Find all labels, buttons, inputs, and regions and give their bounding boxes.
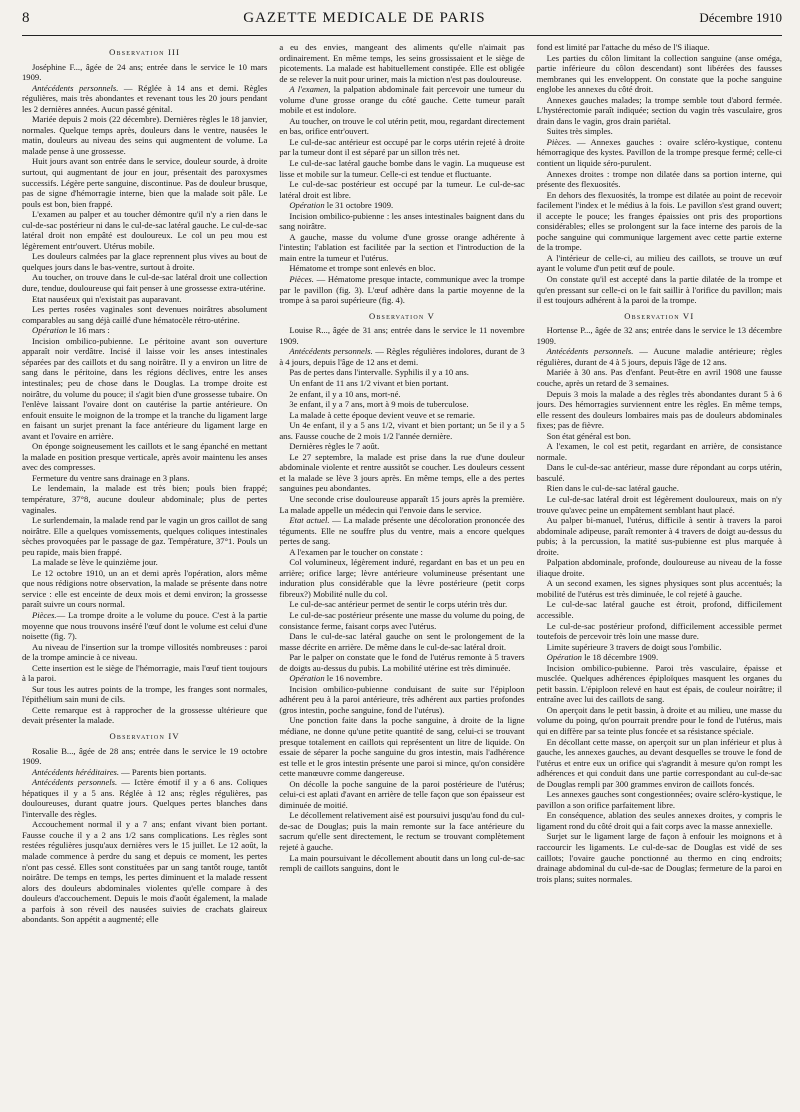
paragraph <box>279 399 524 410</box>
paragraph <box>279 232 524 264</box>
paragraph <box>22 777 267 819</box>
paragraph-text: A l'examen, le col est petit, regardant en arrière, de consistance normale. <box>536 441 782 462</box>
paragraph <box>279 200 524 211</box>
paragraph <box>279 452 524 494</box>
paragraph <box>537 663 782 705</box>
paragraph <box>537 515 782 557</box>
paragraph <box>22 515 267 557</box>
paragraph-label: Antécédents personnels. <box>546 346 634 357</box>
paragraph-text: La malade se lève le quinzième jour. <box>32 557 158 568</box>
paragraph-text: — Ictère émotif il y a 6 ans. Coliques hépatiques il y a 5 ans. Réglée à 12 ans; règles régulières, pas douloureuses, durant quatre jours. Quelques pertes blanches dans l'intervalle des règles. <box>22 777 268 819</box>
paragraph-text: On éponge soigneusement les caillots et le sang épanché en mettant la malade en position presque verticale, après avoir maintenu les anses avec des compresses. <box>22 441 268 473</box>
paragraph-label: Opération <box>32 325 68 336</box>
paragraph-text: Etat nauséeux qui n'existait pas auparavant. <box>32 293 182 304</box>
paragraph-text: le 31 octobre 1909. <box>324 200 394 211</box>
journal-title: GAZETTE MEDICALE DE PARIS <box>243 10 486 26</box>
paragraph <box>279 547 524 558</box>
paragraph-text: Le cul-de-sac postérieur profond, difficilement accessible permet toutefois de percevoir très loin une masse dure. <box>536 620 782 642</box>
paragraph-text: Les pertes rosées vaginales sont devenues noirâtres absolument comparables au sang déjà caillé d'une hématocèle rétro-utérine. <box>22 304 268 325</box>
paragraph <box>22 746 267 767</box>
paragraph-text: Limite supérieure 3 travers de doigt sous l'ombilic. <box>546 641 722 652</box>
paragraph <box>22 663 267 684</box>
paragraph <box>279 211 524 232</box>
paragraph-text: Le 27 septembre, la malade est prise dans la rue d'une douleur abdominale violente et rentre aussitôt se coucher. Les douleurs cessent et la malade se lève 3 jours après. En même temps, elle a des pertes sanguines peu abondantes. <box>279 451 525 494</box>
paragraph-text: le 16 mars : <box>67 325 110 336</box>
paragraph <box>279 116 524 137</box>
paragraph-text: Col volumineux, légèrement induré, regardant en bas et un peu en arrière; orifice large; lèvre antérieure volumineuse présentant une induration plus considérable que la lèvre postérieure (petit corps fibreux?) Mobilité nulle du col. <box>279 557 525 599</box>
paragraph-text: La main poursuivant le décollement aboutit dans un long cul-de-sac rempli de caillots sanguins, dont le <box>279 852 525 874</box>
paragraph <box>22 294 267 305</box>
paragraph <box>279 274 524 306</box>
paragraph-text: Le cul-de-sac latéral gauche est étroit, profond, difficilement accessible. <box>536 599 782 620</box>
paragraph <box>279 346 524 367</box>
paragraph-text: Mariée à 30 ans. Pas d'enfant. Peut-être en avril 1908 une fausse couche, après un retard de 3 semaines. <box>536 367 782 388</box>
paragraph-label: Pièces. <box>32 609 57 620</box>
issue-date: Décembre 1910 <box>699 10 782 25</box>
paragraph-text: A l'intérieur de celle-ci, au milieu des caillots, se trouve un œuf ayant le volume d'un petit œuf de poule. <box>536 252 782 274</box>
paragraph <box>22 325 267 336</box>
paragraph <box>22 568 267 610</box>
paragraph <box>537 274 782 306</box>
paragraph-text: Fermeture du ventre sans drainage en 3 plans. <box>32 472 190 483</box>
paragraph <box>537 95 782 127</box>
paragraph-text: — Réglée à 14 ans et demi. Règles régulières, mais très abondantes et revenant tous les 20 jours pendant les 2 dernières années. Aucun passé génital. <box>22 82 268 114</box>
paragraph <box>279 325 524 346</box>
paragraph <box>279 263 524 274</box>
paragraph-text: Un enfant de 11 ans 1/2 vivant et bien portant. <box>289 377 449 388</box>
paragraph <box>537 557 782 578</box>
paragraph-text: En décollant cette masse, on aperçoit sur un plan inférieur et plus à gauche, les annexes gauches, au devant desquelles se trouve le fond de l'utérus et entre eux un orifice qui s'agrandit à mesure qu'on rompt les adhérences et qui conduit dans une partie correspondant au cul-de-sac de Douglas rempli par 300 grammes environ de caillots foncés. <box>536 736 782 789</box>
paragraph <box>22 819 267 924</box>
paragraph-text: 2e enfant, il y a 10 ans, mort-né. <box>289 388 401 399</box>
observation-heading: Observation III <box>109 47 181 57</box>
paragraph-text: la palpation abdominale fait percevoir une tumeur du volume d'une grosse orange du côté gauche. Cette tumeur paraît mobile et est indolore. <box>279 84 525 116</box>
paragraph-text: Annexes droites : trompe non dilatée dans sa portion interne, qui présente des flexuosités. <box>536 168 782 190</box>
paragraph-text: — Aucune maladie antérieure; règles régulières, durant de 4 à 5 jours, depuis l'âge de 12 ans. <box>536 346 782 367</box>
paragraph-text: Le 12 octobre 1910, un an et demi après l'opération, alors même que nous rédigions notre observation, la malade se présente dans notre service : elle est enceinte de deux mois et demi environ; la grossesse paraît suivre un cours normal. <box>22 567 268 610</box>
paragraph <box>537 126 782 137</box>
paragraph <box>537 169 782 190</box>
paragraph <box>537 367 782 388</box>
paragraph <box>279 715 524 778</box>
paragraph <box>279 389 524 400</box>
paragraph-label: A l'examen, <box>289 84 331 95</box>
paragraph <box>537 642 782 653</box>
paragraph-text: Le cul-de-sac postérieur est occupé par la tumeur. Le cul-de-sac latéral droit est libre. <box>279 179 525 200</box>
paragraph <box>279 853 524 874</box>
paragraph-text: A gauche, masse du volume d'une grosse orange adhérente à l'intestin; l'ablation est facilitée par la section et l'introduction de la main entre la tumeur et l'utérus. <box>279 231 525 263</box>
paragraph-text: le 18 décembre 1909. <box>581 652 659 663</box>
paragraph <box>22 441 267 473</box>
paragraph-label: Antécédents personnels. <box>32 777 118 788</box>
running-header <box>22 10 782 36</box>
paragraph <box>279 652 524 673</box>
paragraph-text: — Annexes gauches : ovaire scléro-kystique, contenu hémorragique des kystes. Pavillon de la trompe presque fermé; celle-ci contient un liquide séro-purulent. <box>536 136 782 169</box>
paragraph <box>279 610 524 631</box>
paragraph-text: Une seconde crise douloureuse apparaît 15 jours après la première. La malade appelle un médecin qui l'envoie dans le service. <box>279 493 525 515</box>
paragraph-text: Cette insertion est le siège de l'hémorragie, mais l'œuf tient toujours à la paroi. <box>22 662 268 684</box>
paragraph <box>537 483 782 494</box>
paragraph-text: Le cul-de-sac antérieur permet de sentir le corps utérin très dur. <box>289 599 508 610</box>
paragraph-text: Par le palper on constate que le fond de l'utérus remonte à 5 travers de doigts au-dessus du pubis. La mobilité utérine est très diminuée. <box>279 652 525 673</box>
paragraph <box>22 114 267 156</box>
paragraph-text: En conséquence, ablation des seules annexes droites, y compris le ligament rond du côté droit qui a fait corps avec la masse annexielle. <box>536 810 782 831</box>
paragraph-text: L'examen au palper et au toucher démontre qu'il n'y a rien dans le cul-de-sac postérieur ni dans le cul-de-sac latéral gauche. Le cul-de-sac latéral droit non empâté est douloureux. Le col un peu mou est légèrement entr'ouvert. Utérus mobile. <box>22 209 268 251</box>
paragraph-text: Incision ombilico-pubienne. Paroi très vasculaire, épaisse et musclée. Quelques adhérences épiploïques masquent les organes du petit bassin. L'épiploon relevé en haut est épais, de couleur noirâtre; il entraîne avec lui des caillots de sang. <box>536 662 782 705</box>
observation-heading: Observation V <box>368 310 436 321</box>
paragraph <box>537 389 782 431</box>
paragraph-text: Depuis 3 mois la malade a des règles très abondantes durant 5 à 6 jours. Des hémorragies surviennent entre les règles. En même temps, elle ressent des douleurs lombaires mais pas de douleurs abdominales fixes; pas de fièvre. <box>536 388 782 431</box>
paragraph <box>22 272 267 293</box>
paragraph <box>279 515 524 547</box>
paragraph-label: Antécédents héréditaires. <box>32 766 120 777</box>
paragraph-text: Pas de pertes dans l'intervalle. Syphilis il y a 10 ans. <box>289 367 469 378</box>
paragraph-text: Accouchement normal il y a 7 ans; enfant vivant bien portant. Fausse couche il y a 2 ans 1/2 sans complications. Les règles sont restées régulières jusqu'aux dernières vers le 15 juillet. Le 12 août, la malade commence à perdre du sang et depuis ce moment, les pertes n'ont pas cessé. Elles sont constituées par un sang tantôt rouge, tantôt noirâtre. De temps en temps, les pertes diminuent et la malade ressent alors des douleurs abdominales violentes qu'elle compare à des douleurs d'accouchement. Depuis le mois d'août également, la malade a parfois à son réveil des nausées suivies de crachats glaireux abondants. Son appétit a augmenté; elle <box>22 819 268 925</box>
paragraph-text: En dehors des flexuosités, la trompe est dilatée au point de recevoir facilement l'index et le médius à la fois. Le pavillon s'est grand ouvert; il accepte le pouce; les franges épaissies ont pris des proportions considérables; elles se prolongent sur la face interne des parois de la poche sanguine qui communique largement avec cette partie externe de la trompe. <box>536 189 782 253</box>
paragraph <box>279 410 524 421</box>
observation-heading: Observation IV <box>109 731 180 741</box>
paragraph <box>279 631 524 652</box>
paragraph-text: On décolle la poche sanguine de la paroi postérieure de l'utérus; celui-ci est aplati d'avant en arrière de telle façon que son épaisseur est diminuée de moitié. <box>279 778 525 810</box>
paragraph-text: fond est limité par l'attache du méso de l'S iliaque. <box>536 42 710 52</box>
paragraph <box>279 179 524 200</box>
paragraph <box>537 737 782 790</box>
paragraph-text: — Hématome presque intacte, communique avec la trompe par le pavillon (fig. 3). L'œuf adhère dans la partie moyenne de la trompe à sa paroi supérieure (fig. 4). <box>279 274 525 306</box>
paragraph-text: Incision ombilico-pubienne : les anses intestinales baignent dans du sang noirâtre. <box>279 210 525 232</box>
paragraph-text: Au toucher, on trouve le col utérin petit, mou, regardant directement en bas, orifice entr'ouvert. <box>279 115 525 137</box>
paragraph <box>22 336 267 441</box>
paragraph-text: le 16 novembre. <box>324 673 383 684</box>
paragraph <box>279 494 524 515</box>
paragraph-text: Les parties du côlon limitant la collection sanguine (anse oméga, partie inférieure du côlon descendant) sont libérées des fausses membranes qui les enveloppent. On constate que la poche sanguine englobe les annexes du côté droit. <box>536 52 782 95</box>
paragraph <box>279 137 524 158</box>
paragraph-text: Joséphine F..., âgée de 24 ans; entrée dans le service le 10 mars 1909. <box>22 61 268 83</box>
paragraph-label: Opération <box>289 200 325 211</box>
paragraph-text: Dans le cul-de-sac antérieur, masse dure répondant au corps utérin, basculé. <box>536 462 782 483</box>
paragraph-text: Dans le cul-de-sac latéral gauche on sent le prolongement de la masse décrite en arrière. De même dans le cul-de-sac latéral droit. <box>279 631 525 652</box>
paragraph-label: Pièces. <box>546 136 572 147</box>
paragraph-text: Hortense P..., âgée de 32 ans; entrée dans le service le 13 décembre 1909. <box>536 325 782 346</box>
paragraph <box>279 367 524 378</box>
paragraph-text: — La malade présente une décoloration prononcée des téguments. Elle ne souffre plus du ventre, mais a encore quelques pertes de sang. <box>279 515 525 547</box>
paragraph <box>537 494 782 515</box>
paragraph <box>279 420 524 441</box>
column-middle <box>279 42 524 1112</box>
paragraph-label: Antécédents personnels. <box>32 82 119 93</box>
paragraph-text: Rosalie B..., âgée de 28 ans; entrée dans le service le 19 octobre 1909. <box>22 745 268 767</box>
paragraph <box>537 431 782 442</box>
paragraph <box>279 599 524 610</box>
paragraph <box>279 557 524 599</box>
paragraph <box>22 705 267 726</box>
paragraph <box>279 673 524 684</box>
paragraph <box>22 62 267 83</box>
paragraph-text: La malade à cette époque devient veuve et se remarie. <box>289 409 475 420</box>
paragraph <box>537 462 782 483</box>
paragraph-text: Une ponction faite dans la poche sanguine, à droite de la ligne médiane, ne donne qu'une petite quantité de sang, celui-ci se trouvant presque totalement en caillots qui représentent un litre de liquide. On essaie de séparer la poche sanguine du gros intestin, mais l'adhérence est telle et le gros intestin présente une paroi si mince, qu'on considère cette manœuvre comme dangereuse. <box>279 715 525 779</box>
paragraph-text: Au toucher, on trouve dans le cul-de-sac latéral droit une collection dure, tendue, douloureuse qui fait penser à une grossesse extra-utérine. <box>22 272 268 294</box>
paragraph <box>537 789 782 810</box>
paragraph-text: Annexes gauches malades; la trompe semble tout d'abord fermée. L'hystérectomie paraît indiquée; section du vagin très vasculaire, gros drain dans le vagin, gros drain pariétal. <box>536 94 782 126</box>
paragraph-text: Le cul-de-sac antérieur est occupé par le corps utérin rejeté à droite par la tumeur dont il est séparé par un sillon très net. <box>279 136 525 158</box>
paragraph-text: Les douleurs calmées par la glace reprennent plus vives au bout de quelques jours dans le bas-ventre, surtout à droite. <box>22 251 268 272</box>
paragraph-text: Suites très simples. <box>546 126 613 137</box>
paragraph <box>537 578 782 599</box>
paragraph <box>537 325 782 346</box>
paragraph <box>22 304 267 325</box>
paragraph-text: Son état général est bon. <box>546 430 631 441</box>
paragraph-text: 3e enfant, il y a 7 ans, mort à 9 mois de tuberculose. <box>289 399 469 410</box>
paragraph <box>279 84 524 116</box>
paragraph <box>279 684 524 716</box>
column-right <box>537 42 782 1112</box>
paragraph <box>279 779 524 811</box>
paragraph-text: — Règles régulières indolores, durant de 3 à 4 jours, depuis l'âge de 12 ans et demi. <box>279 346 525 367</box>
paragraph <box>537 599 782 620</box>
paragraph <box>279 158 524 179</box>
paragraph-text: Un 4e enfant, il y a 5 ans 1/2, vivant et bien portant; un 5e il y a 5 ans. Fausse couche de 2 mois 1/2 l'année dernière. <box>279 420 525 441</box>
paragraph <box>537 137 782 169</box>
paragraph-text: Le cul-de-sac postérieur présente une masse du volume du poing, de consistance ferme, faisant corps avec l'utérus. <box>279 609 525 631</box>
paragraph <box>22 483 267 515</box>
paragraph <box>22 156 267 209</box>
paragraph <box>537 190 782 253</box>
paragraph-text: Au niveau de l'insertion sur la trompe villosités nombreuses : paroi de la trompe amincie à ce niveau. <box>22 641 268 663</box>
paragraph-text: Palpation abdominale, profonde, douloureuse au niveau de la fosse iliaque droite. <box>536 557 782 578</box>
paragraph-continued <box>537 42 782 53</box>
paragraph-label: Antécédents personnels. <box>289 346 373 357</box>
paragraph-label: Pièces. <box>289 274 314 285</box>
paragraph <box>279 810 524 852</box>
paragraph <box>22 557 267 568</box>
paragraph <box>279 378 524 389</box>
paragraph-label: Opération <box>546 652 582 663</box>
paragraph <box>537 705 782 737</box>
paragraph <box>537 621 782 642</box>
paragraph-text: Sur tous les autres points de la trompe, les franges sont normales, l'épithélium sain muni de cils. <box>22 683 268 705</box>
paragraph-text: Huit jours avant son entrée dans le service, douleur sourde, à droite surtout, qui augmentant de jour en jour, présentait des paroxysmes successifs. Légère perte sanguine, discontinue. Pas de douleur brusque, pas de signe d'hémorragie interne, bien que la malade soit pâle. Le pouls est bon, bien frappé. <box>22 156 268 209</box>
paragraph-text: Cette remarque est à rapprocher de la grossesse ultérieure que devait présenter la malade. <box>22 704 268 726</box>
paragraph-text: Le cul-de-sac latéral droit est légèrement douloureux, mais on n'y trouve qu'avec peine un empâtement semblant haut placé. <box>536 493 782 515</box>
paragraph-text: On aperçoit dans le petit bassin, à droite et au milieu, une masse du volume du poing, qu'on pourrait prendre pour le fond de l'utérus, mais qui en diffère par sa teinte plus foncée et sa résistance spéciale. <box>536 704 782 736</box>
paragraph <box>537 810 782 831</box>
paragraph <box>22 83 267 115</box>
paragraph-text: Hématome et trompe sont enlevés en bloc. <box>289 263 436 274</box>
paragraph <box>22 209 267 251</box>
paragraph-text: Au palper bi-manuel, l'utérus, difficile à sentir à travers la paroi abdominale adipeuse, paraît remonter à 4 travers de doigt au-dessus du pubis; à la percussion, la matité sus-pubienne est plus marquée à droite. <box>536 515 782 557</box>
paragraph-text: Incision ombilico-pubienne conduisant de suite sur l'épiploon adhérent peu à la paroi antérieure, très adhérent aux parties profondes (gros intestin, poche sanguine, fond de l'utérus). <box>279 683 525 715</box>
paragraph-text: Le lendemain, la malade est très bien; pouls bien frappé; température, 37°8, aucune douleur abdominale; plus de pertes vaginales. <box>22 483 268 515</box>
paragraph <box>22 642 267 663</box>
paragraph <box>22 610 267 642</box>
paragraph-text: Surjet sur le ligament large de façon à enfouir les moignons et à raccourcir les ligaments. Le cul-de-sac de Douglas est vidé de ses caillots; l'ovaire gauche ponctionné au thermo en cinq endroits; drainage abdominal du cul-de-sac de Douglas; fermeture de la paroi en trois plans; suites normales. <box>536 831 782 884</box>
paragraph-label: Opération <box>289 673 325 684</box>
paragraph-text: Le surlendemain, la malade rend par le vagin un gros caillot de sang noirâtre. Elle a quelques vomissements, quelques coliques intestinales sèches provoquées par le passage de gaz. Température, 37°1. Pouls un peu rapide, mais bien frappé. <box>22 515 268 557</box>
paragraph-text: Dernières règles le 7 août. <box>289 441 380 452</box>
paragraph-text: A un second examen, les signes physiques sont plus accentués; la mobilité de l'utérus est très diminuée, le col rejeté à gauche. <box>536 578 782 599</box>
page-number: 8 <box>22 10 30 26</box>
paragraph <box>537 253 782 274</box>
paragraph <box>537 831 782 884</box>
paragraph <box>537 53 782 95</box>
paragraph-continued <box>279 42 524 84</box>
paragraph-text: Mariée depuis 2 mois (22 décembre). Dernières règles le 18 janvier, normales. Quelque temps après, douleurs dans le ventre, nausées le matin, douleurs au niveau des seins qui augmentent de volume. La malade pense à une grossesse. <box>22 114 268 156</box>
text-columns <box>22 42 782 1112</box>
paragraph <box>22 473 267 484</box>
paragraph-text: Les annexes gauches sont congestionnées; ovaire scléro-kystique, le pavillon a son orifice parfaitement libre. <box>536 789 782 810</box>
paragraph-text: Rien dans le cul-de-sac latéral gauche. <box>546 483 679 494</box>
paragraph-text: Le décollement relativement aisé est poursuivi jusqu'au fond du cul-de-sac de Douglas; puis la main remonte sur la face antérieure du sacrum qu'elle sent directement, le rectum se trouvant complètement rejeté à gauche. <box>279 810 525 853</box>
paragraph-text: — Parents bien portants. <box>119 766 207 777</box>
paragraph <box>279 441 524 452</box>
paragraph <box>22 251 267 272</box>
column-left <box>22 42 267 1112</box>
paragraph-text: Incision ombilico-pubienne. Le péritoine avant son ouverture apparaît noir verdâtre. Incisé il laisse voir les anses intestinales séparées par des caillots et du sang noirâtre. Il y a environ un litre de sang dans le péritoine, dans les régions déclives, entre les anses intestinales; peu de chose dans le Douglas. La trompe droite est noirâtre, du volume du pouce; il s'agit bien d'une grossesse tubaire. On l'enlève laissant l'ovaire dont on cautérise la partie antérieure. On enfouit ensuite le moignon de la trompe et la tranche du ligament large en faisant un surjet prenant la face antérieure du ligament large en avant et l'ovaire en arrière. <box>22 335 268 441</box>
paragraph-label: Etat actuel. <box>289 515 330 526</box>
observation-heading: Observation VI <box>624 310 695 321</box>
paragraph-text: A l'examen par le toucher on constate : <box>289 546 423 557</box>
paragraph <box>22 767 267 778</box>
paragraph <box>537 346 782 367</box>
paragraph <box>537 441 782 462</box>
paragraph <box>22 684 267 705</box>
paragraph <box>537 652 782 663</box>
paragraph-text: a eu des envies, mangeant des aliments qu'elle n'aimait pas ordinairement. En même temps, les seins grossissaient et le siège de picotements. La malade est habituellement constipée. Elle est obligée de se relever la nuit pour uriner, mais la miction n'est pas douloureuse. <box>279 42 525 84</box>
paragraph-text: Louise R..., âgée de 31 ans; entrée dans le service le 11 novembre 1909. <box>279 325 525 346</box>
paragraph-text: On constate qu'il est accepté dans la partie dilatée de la trompe et qu'en pressant sur celle-ci on le fait saillir à l'orifice du pavillon; mais il est toujours adhérent à la paroi de la trompe. <box>536 274 782 306</box>
paragraph-text: Le cul-de-sac latéral gauche bombe dans le vagin. La muqueuse est lisse et mobile sur la tumeur. Celle-ci est tendue et fluctuante. <box>279 158 525 179</box>
paragraph-text: — La trompe droite a le volume du pouce. C'est à la partie moyenne que nous trouvons inséré l'œuf dont le volume est celui d'une noisette (fig. 7). <box>22 609 268 642</box>
